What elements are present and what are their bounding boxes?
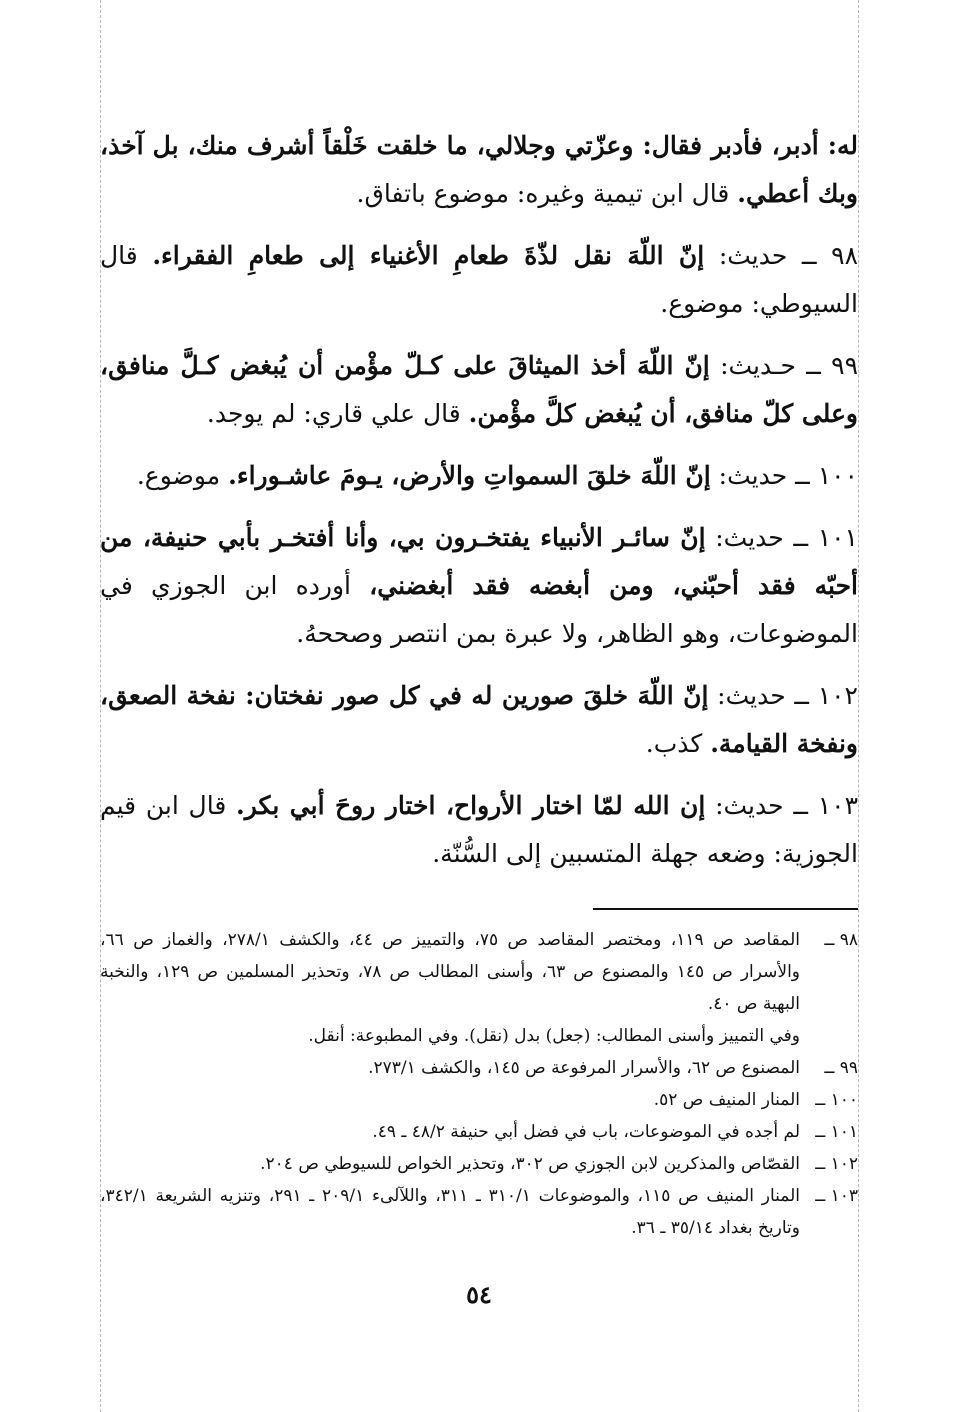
- entry-heading: ١٠٣ ــ حديث:: [705, 791, 859, 820]
- entry-heading: ٩٨ ــ حديث:: [704, 241, 858, 270]
- footnote-text: المقاصد ص ١١٩، ومختصر المقاصد ص ٧٥، والتمييز ص ٤٤، والكشف ٢٧٨/١، والغماز ص ٦٦، والأسرار ص ١٤٥ والمصنوع ص ٦٣، وأسنى المطالب ص ٧٨، وتحذير المسلمين ص ١٢٩، والنخبة البهية ص ٤٠.: [100, 930, 801, 1014]
- hadith-text: إنّ اللّهَ أخذ الميثاقَ على كـلّ مؤْمن أن يُبغض كـلَّ منافق، وعلى كلّ منافق، أن يُبغض كلَّ مؤْمن.: [100, 351, 858, 428]
- entry-heading: ٩٩ ــ حـديث:: [709, 351, 859, 380]
- footnote-number: ١٠١ ــ: [815, 1122, 858, 1142]
- footnote-100: [100, 1084, 858, 1116]
- footnote-number: ١٠٠ ــ: [815, 1090, 858, 1110]
- footnote-separator: [593, 908, 858, 910]
- footnote-text: المصنوع ص ٦٢، والأسرار المرفوعة ص ١٤٥، والكشف ٢٧٣/١.: [368, 1058, 800, 1078]
- hadith-text: إنّ سائـر الأنبياء يفتخـرون بي، وأنا أفتخـر بأبي حنيفة، من أحبّه فقد أحبّني، ومن أبغضه فقد أبغضني،: [100, 523, 858, 600]
- footnote-98: [100, 924, 858, 1020]
- footnote-text: وفي التمييز وأسنى المطالب: (جعل) بدل (نقل). وفي المطبوعة: أنقل.: [308, 1026, 800, 1046]
- ruling-text: موضوع.: [136, 461, 229, 490]
- paragraph-103: [100, 782, 858, 878]
- footnote-text: القصّاص والمذكرين لابن الجوزي ص ٣٠٢، وتحذير الخواص للسيوطي ص ٢٠٤.: [260, 1154, 800, 1174]
- hadith-text: له: أدبر، فأدبر فقال: وعزّتي وجلالي، ما خلقت خَلْقاً أشرف منك، بل آخذ، وبك أعطي.: [100, 131, 858, 208]
- page-number: ٥٤: [466, 1280, 492, 1309]
- ruling-text: قال السيوطي: موضوع.: [100, 241, 858, 318]
- hadith-text: إنّ اللّهَ خلقَ صورين له في كل صور نفختان: نفخة الصعق، ونفخة القيامة.: [100, 681, 858, 758]
- footnote-99: [100, 1052, 858, 1084]
- footnote-101: [100, 1116, 858, 1148]
- footnote-text: المنار المنيف ص ٥٢.: [653, 1090, 800, 1110]
- footnote-text: المنار المنيف ص ١١٥، والموضوعات ٣١٠/١ ـ ٣١١، واللآلىء ٢٠٩/١ ـ ٢٩١، وتنزيه الشريعة ٣٤٢/١، وتاريخ بغداد ٣٥/١٤ ـ ٣٦.: [100, 1186, 800, 1238]
- hadith-text: إنّ اللّهَ نقل لذّةَ طعامِ الأغنياء إلى طعامِ الفقراء.: [152, 241, 705, 270]
- margin-guide-right: [858, 0, 859, 1412]
- entry-heading: ١٠٠ ــ حديث:: [710, 461, 858, 490]
- document-page: [100, 122, 858, 1309]
- footnotes: [100, 924, 858, 1244]
- ruling-text: كذب.: [645, 729, 711, 758]
- ruling-text: قال ابن قيم الجوزية: وضعه جهلة المتسبين إلى السُّنّة.: [100, 791, 858, 868]
- entry-heading: ١٠١ ــ حديث:: [705, 523, 858, 552]
- paragraph-100: [100, 452, 858, 500]
- footnote-103: [100, 1180, 858, 1244]
- footnote-text: لم أجده في الموضوعات، باب في فضل أبي حنيفة ٤٨/٢ ـ ٤٩.: [372, 1122, 800, 1142]
- footnote-102: [100, 1148, 858, 1180]
- hadith-text: إن الله لمّا اختار الأرواح، اختار روحَ أبي بكر.: [236, 791, 706, 820]
- paragraph-continuation: [100, 122, 858, 218]
- footnote-number: ١٠٢ ــ: [815, 1154, 858, 1174]
- paragraph-98: [100, 232, 858, 328]
- footnote-number: ٩٩ ــ: [824, 1058, 858, 1078]
- ruling-text: أورده ابن الجوزي في الموضوعات، وهو الظاهر، ولا عبرة بمن انتصر وصححهُ.: [100, 571, 858, 648]
- ruling-text: قال علي قاري: لم يوجد.: [206, 399, 469, 428]
- paragraph-101: [100, 514, 858, 658]
- ruling-text: قال ابن تيمية وغيره: موضوع باتفاق.: [356, 179, 738, 208]
- entry-heading: ١٠٢ ــ حديث:: [708, 681, 858, 710]
- main-text: [100, 122, 858, 878]
- hadith-text: إنّ اللّهَ خلقَ السمواتِ والأرض، يـومَ عاشـوراء.: [228, 461, 711, 490]
- paragraph-102: [100, 672, 858, 768]
- footnote-98-note: [100, 1020, 858, 1052]
- footnote-number: ٩٨ ــ: [824, 930, 858, 950]
- paragraph-99: [100, 342, 858, 438]
- footnote-number: ١٠٣ ــ: [815, 1186, 858, 1206]
